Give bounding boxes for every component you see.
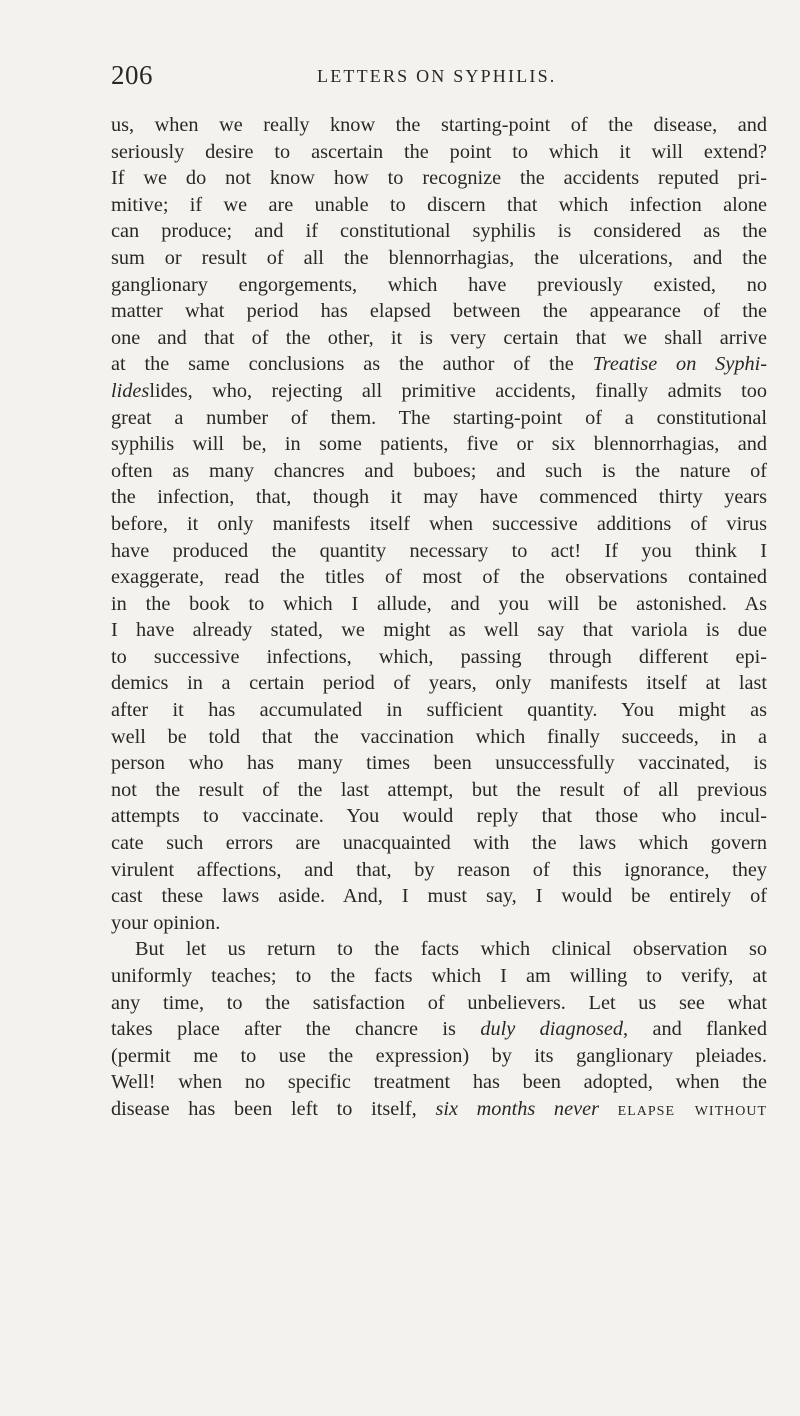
italic-title-continued: lides [111,379,150,402]
text-fragment: , and flanked [623,1018,767,1041]
text-line: us, when we really know the starting-point of the disease, and [111,114,767,136]
body-text [111,112,767,1123]
text-line: great a number of them. The starting-point of a constitutional [111,406,767,429]
small-caps-phrase: elapse without [617,1097,768,1120]
text-line: mitive; if we are unable to discern that which infection alone [111,193,767,216]
text-line: person who has many times been unsuccessfully vaccinated, is [111,752,767,775]
text-fragment: takes place after the chancre is [111,1018,481,1041]
text-line: cast these laws aside. And, I must say, I would be entirely of [111,885,767,908]
text-line: virulent affections, and that, by reason of this ignorance, they [111,858,767,881]
page-header [111,60,731,92]
text-fragment [599,1098,618,1120]
text-fragment: disease has been left to itself, [111,1097,436,1120]
text-line [111,351,767,378]
italic-phrase: duly diagnosed [480,1018,624,1041]
text-line: seriously desire to ascertain the point to which it will extend? [111,140,767,163]
text-line: in the book to which I allude, and you will be astonished. As [111,592,767,615]
text-line: matter what period has elapsed between the appearance of the [111,300,767,323]
text-line: to successive infections, which, passing through different epi- [111,645,767,668]
text-line: one and that of the other, it is very certain that we shall arrive [111,326,767,349]
text-line: attempts to vaccinate. You would reply that those who incul- [111,805,767,828]
text-line [111,1096,767,1123]
text-line: ganglionary engorgements, which have previously existed, no [111,273,767,296]
text-line: your opinion. [111,911,221,934]
text-line: demics in a certain period of years, only manifests itself at last [111,672,767,695]
text-line: syphilis will be, in some patients, five or six blennorrhagias, and [111,433,767,456]
text-line: not the result of the last attempt, but the result of all previous [111,778,767,801]
page-number: 206 [111,60,153,90]
text-line: have produced the quantity necessary to act! If you think I [111,539,767,562]
text-line: uniformly teaches; to the facts which I am willing to verify, at [111,965,767,987]
text-line: sum or result of all the blennorrhagias, the ulcerations, and the [111,246,767,269]
text-line: But let us return to the facts which clinical observation so [135,938,767,961]
text-line [111,378,767,405]
text-line: can produce; and if constitutional syphilis is considered as the [111,220,767,243]
text-line: (permit me to use the expression) by its ganglionary pleiades. [111,1044,767,1067]
text-line: well be told that the vaccination which finally succeeds, in a [111,725,767,748]
text-line: Well! when no specific treatment has been adopted, when the [111,1071,767,1094]
text-line: the infection, that, though it may have commenced thirty years [111,486,767,509]
text-line: If we do not know how to recognize the accidents reputed pri- [111,167,767,190]
text-line: exaggerate, read the titles of most of the observations contained [111,566,767,589]
text-line [111,1016,767,1043]
text-line: after it has accumulated in sufficient quantity. You might as [111,699,767,722]
text-line: before, it only manifests itself when successive additions of virus [111,512,767,535]
text-fragment: at the same conclusions as the author of the [111,353,593,376]
italic-title: Treatise on Syphi- [592,353,767,376]
text-line: I have already stated, we might as well say that variola is due [111,619,767,642]
text-fragment: lides, who, rejecting all primitive accidents, finally admits too [149,379,767,402]
text-line: often as many chancres and buboes; and such is the nature of [111,459,767,482]
text-line: any time, to the satisfaction of unbelievers. Let us see what [111,991,767,1014]
italic-phrase: six months never [435,1097,599,1120]
running-head: LETTERS ON SYPHILIS. [317,66,557,86]
text-line: cate such errors are unacquainted with the laws which govern [111,832,767,855]
